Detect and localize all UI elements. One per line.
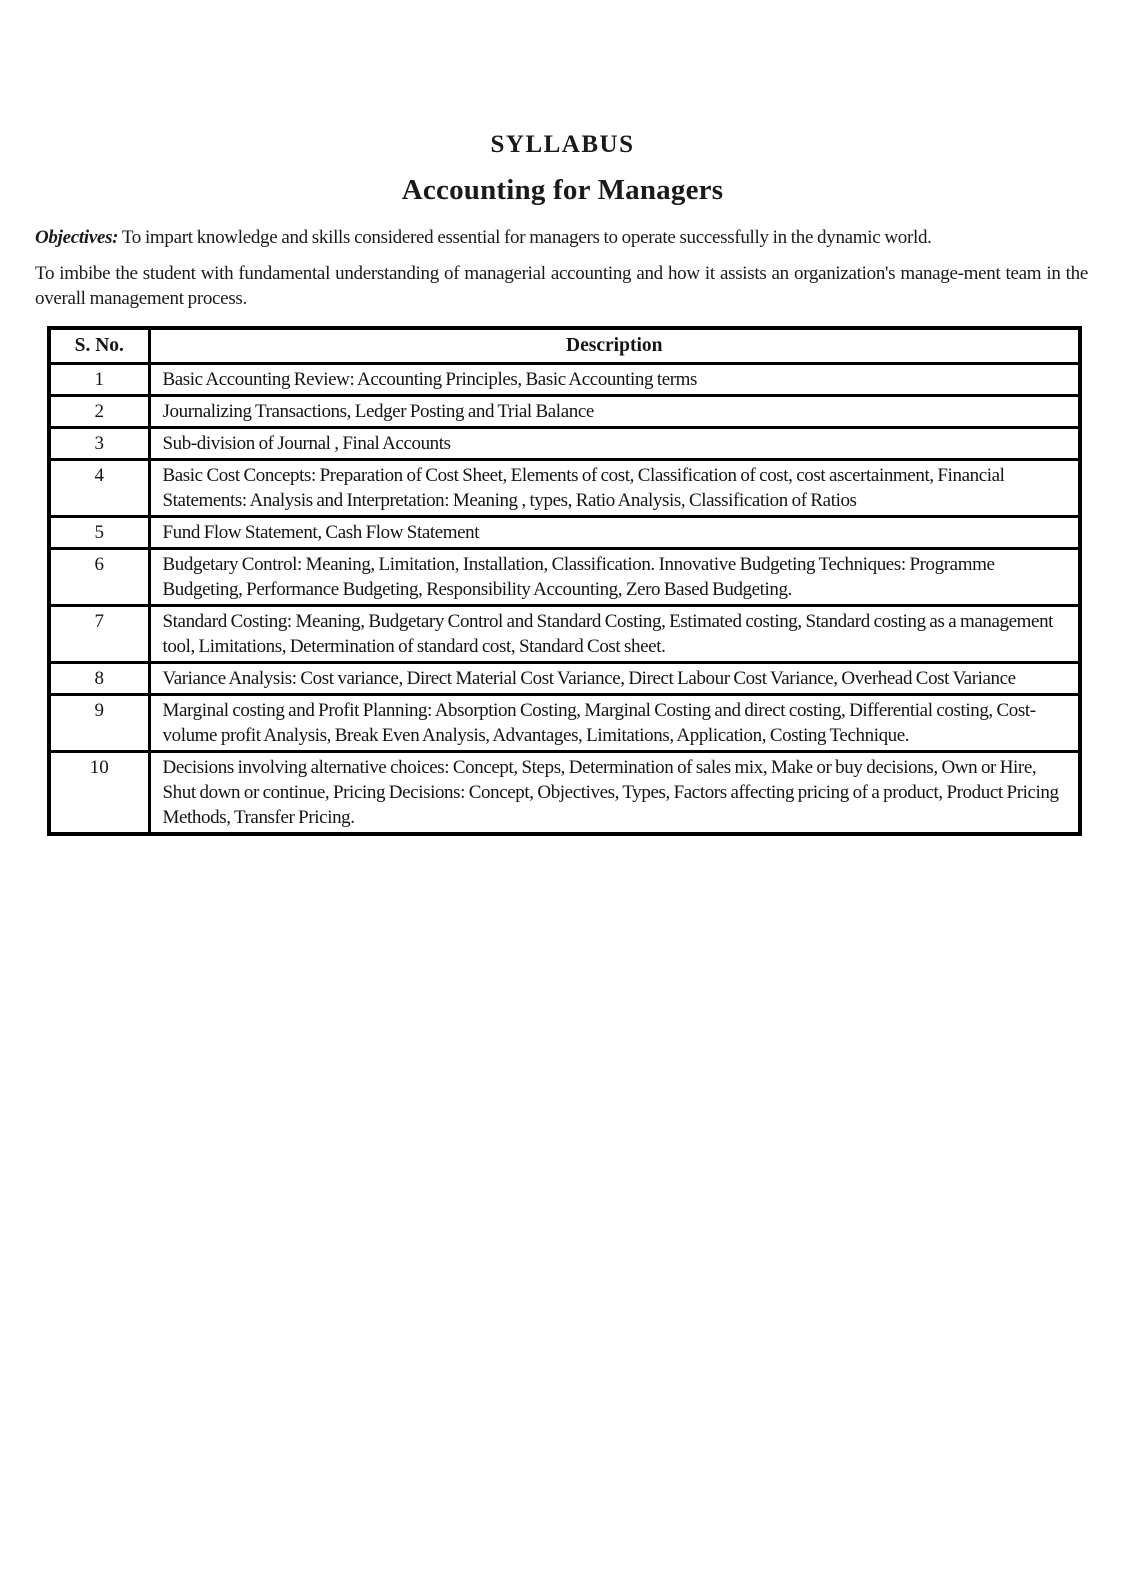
description-cell: Standard Costing: Meaning, Budgetary Control and Standard Costing, Estimated costing, Standard costing as a management tool, Limitations, Determination of standard cost, Standard Cost sheet. xyxy=(149,606,1080,663)
table-row xyxy=(49,364,1080,396)
description-cell: Variance Analysis: Cost variance, Direct Material Cost Variance, Direct Labour Cost Variance, Overhead Cost Variance xyxy=(149,663,1080,695)
sno-cell: 3 xyxy=(49,428,149,460)
sno-column-header: S. No. xyxy=(49,328,149,364)
description-cell: Basic Accounting Review: Accounting Principles, Basic Accounting terms xyxy=(149,364,1080,396)
description-cell: Basic Cost Concepts: Preparation of Cost Sheet, Elements of cost, Classification of cost, cost ascertainment, Financial Statements: Analysis and Interpretation: Meaning , types, Ratio Analysis, Classification of Ratios xyxy=(149,460,1080,517)
table-row xyxy=(49,428,1080,460)
sno-cell: 6 xyxy=(49,549,149,606)
sno-cell: 2 xyxy=(49,396,149,428)
syllabus-table xyxy=(47,326,1082,836)
sno-cell: 4 xyxy=(49,460,149,517)
description-cell: Journalizing Transactions, Ledger Posting and Trial Balance xyxy=(149,396,1080,428)
table-row xyxy=(49,396,1080,428)
sno-cell: 10 xyxy=(49,752,149,835)
objectives-text: To impart knowledge and skills considered essential for managers to operate successfully in the dynamic world. xyxy=(121,227,932,248)
objectives-paragraph xyxy=(35,225,1088,250)
description-cell: Marginal costing and Profit Planning: Absorption Costing, Marginal Costing and direct costing, Differential costing, Cost-volume profit Analysis, Break Even Analysis, Advantages, Limitations, Application, Costing Technique. xyxy=(149,695,1080,752)
description-cell: Sub-division of Journal , Final Accounts xyxy=(149,428,1080,460)
description-cell: Budgetary Control: Meaning, Limitation, Installation, Classification. Innovative Budgeting Techniques: Programme Budgeting, Performance Budgeting, Responsibility Accounting, Zero Based Budgeting. xyxy=(149,549,1080,606)
table-row xyxy=(49,517,1080,549)
sno-cell: 5 xyxy=(49,517,149,549)
course-title: Accounting for Managers xyxy=(401,174,724,206)
description-cell: Fund Flow Statement, Cash Flow Statement xyxy=(149,517,1080,549)
table-row xyxy=(49,606,1080,663)
table-row xyxy=(49,752,1080,835)
objectives-label: Objectives: xyxy=(35,227,119,248)
sno-cell: 1 xyxy=(49,364,149,396)
sno-cell: 8 xyxy=(49,663,149,695)
intro-paragraph: To imbibe the student with fundamental understanding of managerial accounting and how it assists an organization's manage-ment team in the overall management process. xyxy=(35,263,1088,309)
table-row xyxy=(49,695,1080,752)
table-row xyxy=(49,663,1080,695)
description-column-header: Description xyxy=(149,328,1080,364)
sno-cell: 7 xyxy=(49,606,149,663)
table-row xyxy=(49,549,1080,606)
page-title: SYLLABUS xyxy=(490,131,635,158)
description-cell: Decisions involving alternative choices: Concept, Steps, Determination of sales mix, Make or buy decisions, Own or Hire, Shut down or continue, Pricing Decisions: Concept, Objectives, Types, Factors affecting pricing of a product, Product Pricing Methods, Transfer Pricing. xyxy=(149,752,1080,835)
table-row xyxy=(49,460,1080,517)
table-header-row xyxy=(49,328,1080,364)
sno-cell: 9 xyxy=(49,695,149,752)
